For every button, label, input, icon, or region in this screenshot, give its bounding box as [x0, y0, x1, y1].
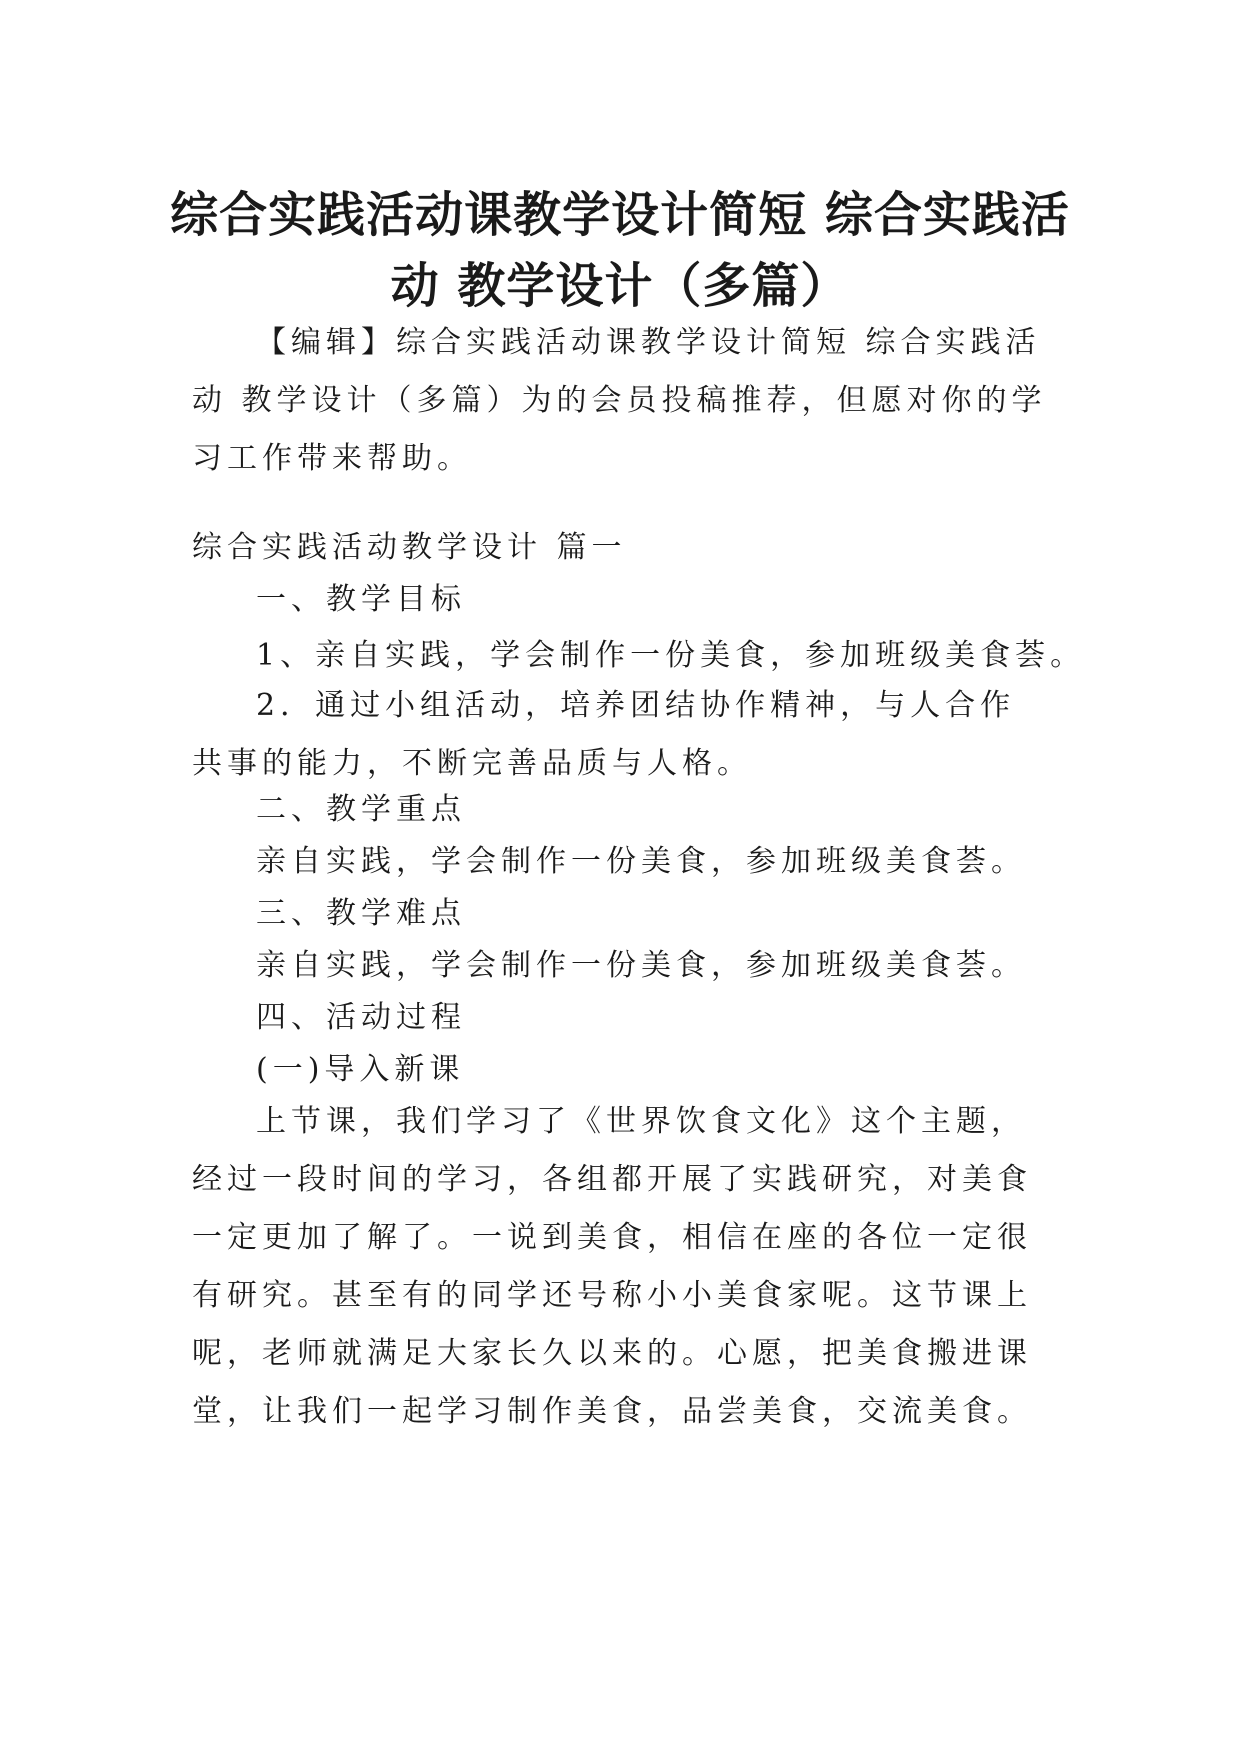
heading-activity-process: 四、活动过程	[256, 1000, 466, 1035]
document-title	[170, 180, 1070, 322]
body-paragraph: 上节课，我们学习了《世界饮食文化》这个主题，经过一段时间的学习，各组都开展了实践研究，对美食一定更加了解了。一说到美食，相信在座的各位一定很有研究。甚至有的同学还号称小小美食家呢。这节课上呢，老师就满足大家长久以来的。心愿，把美食搬进课堂，让我们一起学习制作美食，品尝美食，交流美食。	[192, 1104, 1032, 1429]
heading-teaching-goals: 一、教学目标	[256, 582, 466, 617]
focus-text: 亲自实践，学会制作一份美食，参加班级美食荟。	[256, 844, 1026, 879]
goal-item-1: 1、亲自实践，学会制作一份美食，参加班级美食荟。	[256, 638, 1086, 673]
difficulty-text: 亲自实践，学会制作一份美食，参加班级美食荟。	[256, 948, 1026, 983]
section-heading: 综合实践活动教学设计 篇一	[192, 530, 627, 565]
heading-teaching-focus: 二、教学重点	[256, 792, 466, 827]
subheading-intro-lesson: (一)导入新课	[256, 1052, 465, 1087]
intro-paragraph: 【编辑】综合实践活动课教学设计简短 综合实践活动 教学设计（多篇）为的会员投稿推荐，但愿对你的学习工作带来帮助。	[192, 325, 1047, 476]
goal-item-2: 2．通过小组活动，培养团结协作精神，与人合作共事的能力，不断完善品质与人格。	[192, 688, 1016, 781]
document-title-line-1: 综合实践活动课教学设计简短 综合实践活	[170, 187, 1070, 244]
document-title-line-2: 动 教学设计（多篇）	[390, 258, 850, 315]
heading-teaching-difficulty: 三、教学难点	[256, 896, 466, 931]
